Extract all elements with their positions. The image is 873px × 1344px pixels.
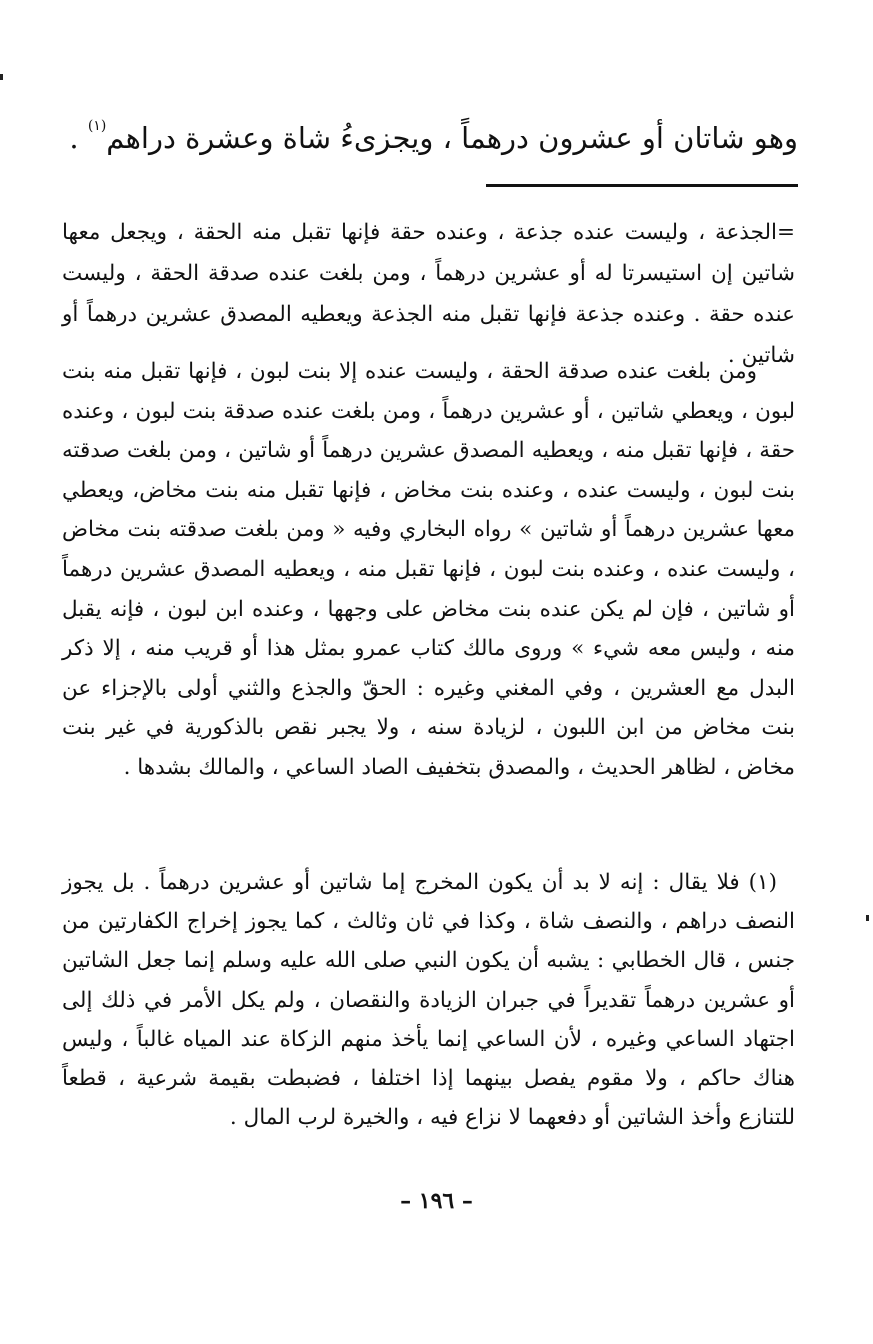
footnote-separator [486,184,798,187]
scan-edge-mark [866,915,869,921]
footnote-1-text: فلا يقال : إنه لا بد أن يكون المخرج إما شاتين أو عشرين درهماً . بل يجوز النصف دراهم ، والنصف شاة ، وكذا في ثان وثالث ، كما يجوز إخراج الكفارتين من جنس ، قال الخطابي : يشبه أن يكون النبي صلى الله عليه وسلم إنما جعل الشاتين أو عشرين درهماً تقديراً في جبران الزيادة والنقصان ، ولم يكل الأمر في ذلك إلى اجتهاد الساعي وغيره ، لأن الساعي إنما يأخذ منهم الزكاة عند المياه غالباً ، وليس هناك حاكم ، ولا مقوم يفصل بينهما إذا اختلفا ، فضبطت بقيمة شرعية ، قطعاً للتنازع وأخذ الشاتين أو دفعهما لا نزاع فيه ، والخيرة لرب المال . [62,870,795,1131]
footnote-paragraph-text: ومن بلغت عنده صدقة الحقة ، وليست عنده إلا بنت لبون ، فإنها تقبل منه بنت لبون ، ويعطي شاتين ، أو عشرين درهماً ، ومن بلغت عنده صدقة بنت لبون ، وعنده حقة ، فإنها تقبل منه ، ويعطيه المصدق عشرين درهماً أو شاتين ، ومن بلغت صدقته بنت لبون ، وليست عنده ، وعنده بنت مخاض ، فإنها تقبل منه بنت مخاض، ويعطي معها عشرين درهماً أو شاتين » رواه البخاري وفيه « ومن بلغت صدقته بنت مخاض ، وليست عنده ، وعنده بنت لبون ، فإنها تقبل منه ، ويعطيه المصدق عشرين درهماً أو شاتين ، فإن لم يكن عنده بنت مخاض على وجهها ، وعنده ابن لبون ، فإنه يقبل منه ، وليس معه شيء » وروى مالك كتاب عمرو بمثل هذا أو قريب منه ، إلا ذكر البدل مع العشرين ، وفي المغني وغيره : الحقّ والجذع والثني أولى بالإجزاء عن بنت مخاض من ابن اللبون ، لزيادة سنه ، ولا يجبر نقص بالذكورية في غير بنت مخاض ، لظاهر الحديث ، والمصدق بتخفيف الصاد الساعي ، والمالك بشدها . [62,359,795,780]
footnote-marker: (١) [748,870,777,895]
main-text: وهو شاتان أو عشرون درهماً ، ويجزىءُ شاة وعشرة دراهم [106,121,798,155]
footnote-1-paragraph [62,863,795,1137]
footnote-paragraph [62,352,795,788]
page-number: – ١٩٦ – [400,1188,473,1214]
main-text-end: . [69,121,88,155]
scan-edge-mark [0,74,3,80]
footnote-reference: (١) [87,118,107,134]
footnote-1 [62,863,795,1137]
main-text-line [60,96,798,168]
continued-footnote-text: =الجذعة ، وليست عنده جذعة ، وعنده حقة فإنها تقبل منه الحقة ، ويجعل معها شاتين إن استيسرتا له أو عشرين درهماً ، ومن بلغت عنده صدقة الحقة ، وليست عنده حقة . وعنده جذعة فإنها تقبل منه الجذعة ويعطيه المصدق عشرين درهماً أو شاتين . [62,220,795,368]
